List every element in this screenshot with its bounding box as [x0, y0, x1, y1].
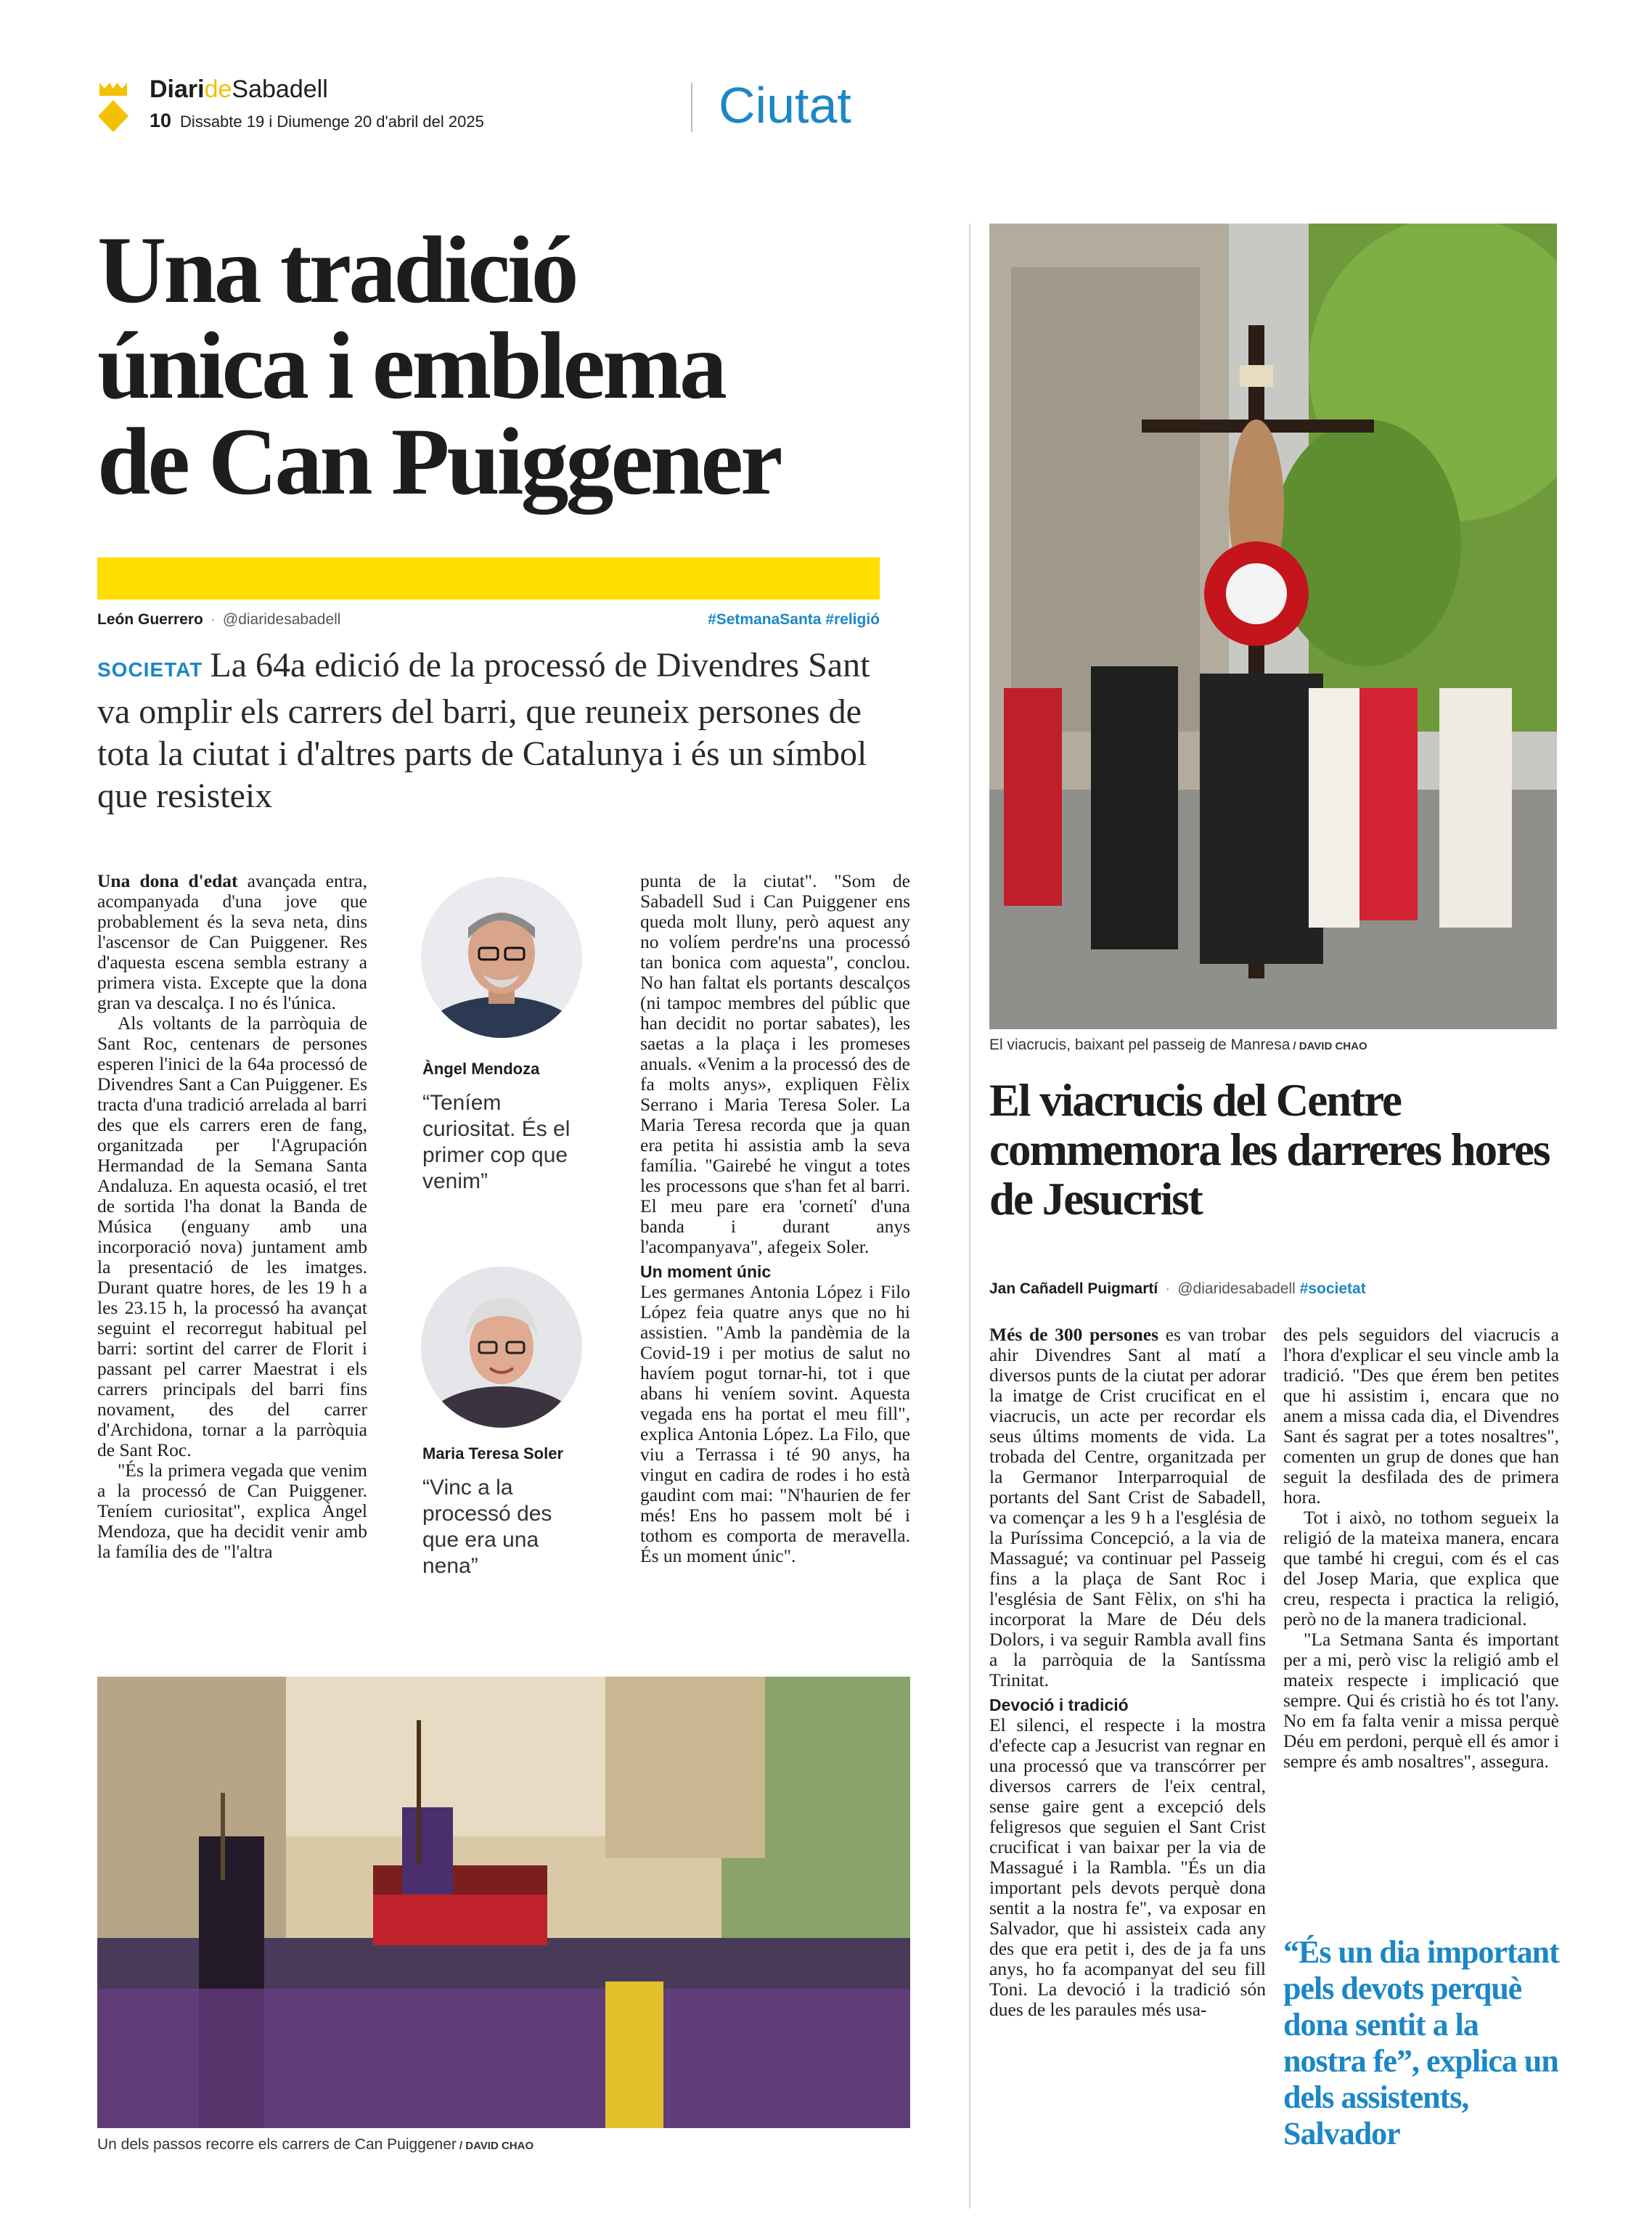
caption-text: El viacrucis, baixant pel passeig de Manresa [989, 1036, 1291, 1053]
paragraph: es van trobar ahir Divendres Sant al matí a diversos punts de la ciutat per adorar la imatge de Crist crucificat en el viacrucis, un acte per recordar els seus últims moments de vida. La trobada del Centre, organitzada per la Germanor Interparroquial de portants del Sant Crist de Sabadell, va començar a les 9 h a l'església de la Puríssima Concepció, a la via de Massagué; va continuar pel Passeig fins a la plaça de Sant Roc i l'església de Sant Fèlix, on s'hi ha incorporat la Mare de Déu dels Dolors, i va seguir Rambla avall fins a la parròquia de la Santíssma Trinitat. [989, 1325, 1266, 1690]
paragraph: des pels seguidors del viacrucis a l'hora d'explicar el seu vincle amb la tradició. "Des que érem ben petites que hi assistim i, encara que no anem a missa cada dia, el Divendres Sant és sagrat per a totes nosaltres", comenten un grup de dones que han seguit la desfilada des de primera hora. [1283, 1324, 1559, 1508]
paragraph: Als voltants de la parròquia de Sant Roc, centenars de persones esperen l'inici de la 64a processó de Divendres Sant a Can Puiggener. Es tracta d'una tradició arrelada al barri des que els carrers eren de fang, organitzada per l'Agrupación Hermandad de la Semana Santa Andaluza. En aquesta ocasió, el tret de sortida l'ha donat la Banda de Música (enguany amb una incorporació nova) juntament amb la presentació de les imatges. Durant quatre hores, de les 19 h a les 23.15 h, la processó ha avançat seguint el recorregut habitual pel barri: sortint del carrer de Florit i passant pel carrer Maestrat i els carrers principals del barri fins novament, des del carrer d'Archidona, tornar a la parròquia de Sant Roc. [97, 1013, 367, 1460]
headline-line: Una tradició [97, 216, 576, 323]
photo-credit: / DAVID CHAO [1293, 1040, 1367, 1052]
section-title[interactable]: Ciutat [719, 77, 851, 134]
section-kicker: SOCIETAT [97, 658, 203, 681]
masthead[interactable] [150, 75, 328, 104]
quote-person-name: Àngel Mendoza [422, 1060, 540, 1078]
viacrucis-photo [989, 224, 1557, 1029]
page-number: 10 [150, 110, 172, 131]
article2-column-1 [989, 1325, 1266, 2209]
masthead-sabadell: Sabadell [232, 75, 328, 103]
subheading: Un moment únic [640, 1262, 772, 1281]
paragraph: Les germanes Antonia López i Filo López feia quatre anys que no hi assistien. "Amb la pandèmia de la Covid-19 i per motius de salut no havíem pogut tornar-hi, tot i que abans hi veníem sovint. Aquesta vegada ens ha portat el meu fill", explica Antonia López. La Filo, que viu a Terrassa i té 90 anys, ha vingut en cadira de rodes i ho està gaudint com mai: "N'haurien de fer més! Ens ho passem molt bé i tothom es comporta de meravella. És un moment únic". [640, 1281, 910, 1566]
article-tags[interactable]: #SetmanaSanta #religió [708, 611, 880, 628]
paragraph: "És la primera vegada que venim a la processó de Can Puiggener. Teníem curiositat", explica Àngel Mendoza, que ha decidit venir amb la família des de "l'altra [97, 1460, 367, 1562]
lead-in: Més de 300 persones [989, 1325, 1159, 1345]
lead-in: Una dona d'edat [97, 871, 238, 891]
headline-line: de Can Puiggener [97, 408, 780, 515]
portrait-maria-teresa-soler [421, 1267, 582, 1428]
article-column-3 [640, 871, 910, 1669]
masthead-diari: Diari [150, 75, 205, 103]
article-column-1 [97, 871, 367, 1669]
section-divider [691, 83, 692, 132]
secondary-headline: El viacrucis del Centre commemora les darreres hores de Jesucrist [989, 1075, 1550, 1224]
highlight-bar [97, 557, 880, 600]
issue-date: Dissabte 19 i Diumenge 20 d'abril del 2025 [180, 113, 484, 131]
byline: León Guerrero · @diaridesabadell [97, 611, 341, 628]
main-headline [97, 216, 896, 515]
author-name: León Guerrero [97, 611, 203, 628]
standfirst-text: La 64a edició de la processó de Divendres Sant va omplir els carrers del barri, que reuneix persones de tota la ciutat i d'altres parts de Catalunya i és un símbol que resisteix [97, 646, 870, 815]
procession-photo [97, 1677, 910, 2128]
headline-line: única i emblema [97, 312, 724, 419]
paragraph: "La Setmana Santa és important per a mi, però visc la religió amb el mateix respecte i implicació que sempre. Qui és cristià ho és tot l'any. No em fa falta venir a missa perquè Déu em perdoni, perquè ell és amor i sempre és amb nosaltres", assegura. [1283, 1629, 1559, 1772]
author-handle[interactable]: @diaridesabadell [222, 611, 341, 628]
subheading: Devoció i tradició [989, 1696, 1129, 1714]
article-tag[interactable]: #societat [1299, 1280, 1366, 1297]
author-name: Jan Cañadell Puigmartí [989, 1280, 1158, 1297]
caption-text: Un dels passos recorre els carrers de Can Puiggener [97, 2136, 457, 2153]
paragraph: Tot i això, no tothom segueix la religió de la mateixa manera, encara que també hi cregui, com és el cas del Josep Maria, que explica que creu, respecta i practica la religió, però no de la manera tradicional. [1283, 1507, 1559, 1629]
photo-caption [97, 2136, 533, 2154]
author-handle[interactable]: @diaridesabadell [1177, 1280, 1296, 1297]
quote-person-name: Maria Teresa Soler [422, 1444, 564, 1463]
photo-credit: / DAVID CHAO [459, 2140, 534, 2152]
page-info [150, 110, 484, 132]
masthead-de: de [204, 75, 232, 103]
paragraph: El silenci, el respecte i la mostra d'efecte cap a Jesucrist van regnar en una processó que va transcórrer per diversos carrers de l'eix central, sense gaire gent a excepció dels feligresos que seguien el Sant Crist crucificat i van baixar per la via de Massagué i la Rambla. "És un dia important pels devots perquè dona sentit a la nostra fe", va exposar en Salvador, que hi assisteix cada any des que era petit i, des de ja fa uns anys, ho fa acompanyat del seu fill Toni. La devoció i la tradició són dues de les paraules més usa- [989, 1714, 1266, 2020]
byline: Jan Cañadell Puigmartí · @diaridesabadell #societat [989, 1280, 1366, 1297]
column-divider [969, 224, 970, 2209]
standfirst [97, 645, 888, 817]
paragraph: avançada entra, acompanyada d'una jove que probablement és la seva neta, dins l'ascensor de Can Puiggener. Res d'aquesta escena sembla estrany a primera vista. Excepte que la dona gran va descalça. I no és l'única. [97, 871, 367, 1013]
quote-text: “Teníem curiositat. És el primer cop que venim” [422, 1091, 571, 1193]
photo-caption [989, 1036, 1367, 1054]
pull-quote: “És un dia important pels devots perquè dona sentit a la nostra fe”, explica un dels assistents, Salvador [1283, 1934, 1559, 2151]
article2-column-2 [1283, 1325, 1559, 1772]
quote-text: “Vinc a la processó des que era una nena” [422, 1476, 552, 1578]
paragraph: punta de la ciutat". "Som de Sabadell Sud i Can Puiggener ens queda molt lluny, però aquest any no volíem perdre'ns una processó tan bonica com aquesta", conclou. No han faltat els portants descalços (ni tampoc membres del públic que han decidit no portar sabates), les saetas a la plaça i les promeses anuals. «Venim a la processó des de fa molts anys», expliquen Fèlix Serrano i Maria Teresa Soler. La Maria Teresa recorda que ja quan era petita hi assistia amb la seva família. "Gairebé he vingut a totes les processons que s'han fet al barri. El meu pare era 'cornetí' d'una banda i durant anys l'acompanyava", afegeix Soler. [640, 871, 910, 1257]
newspaper-logo-icon [97, 81, 130, 134]
portrait-angel-mendoza [421, 877, 582, 1038]
